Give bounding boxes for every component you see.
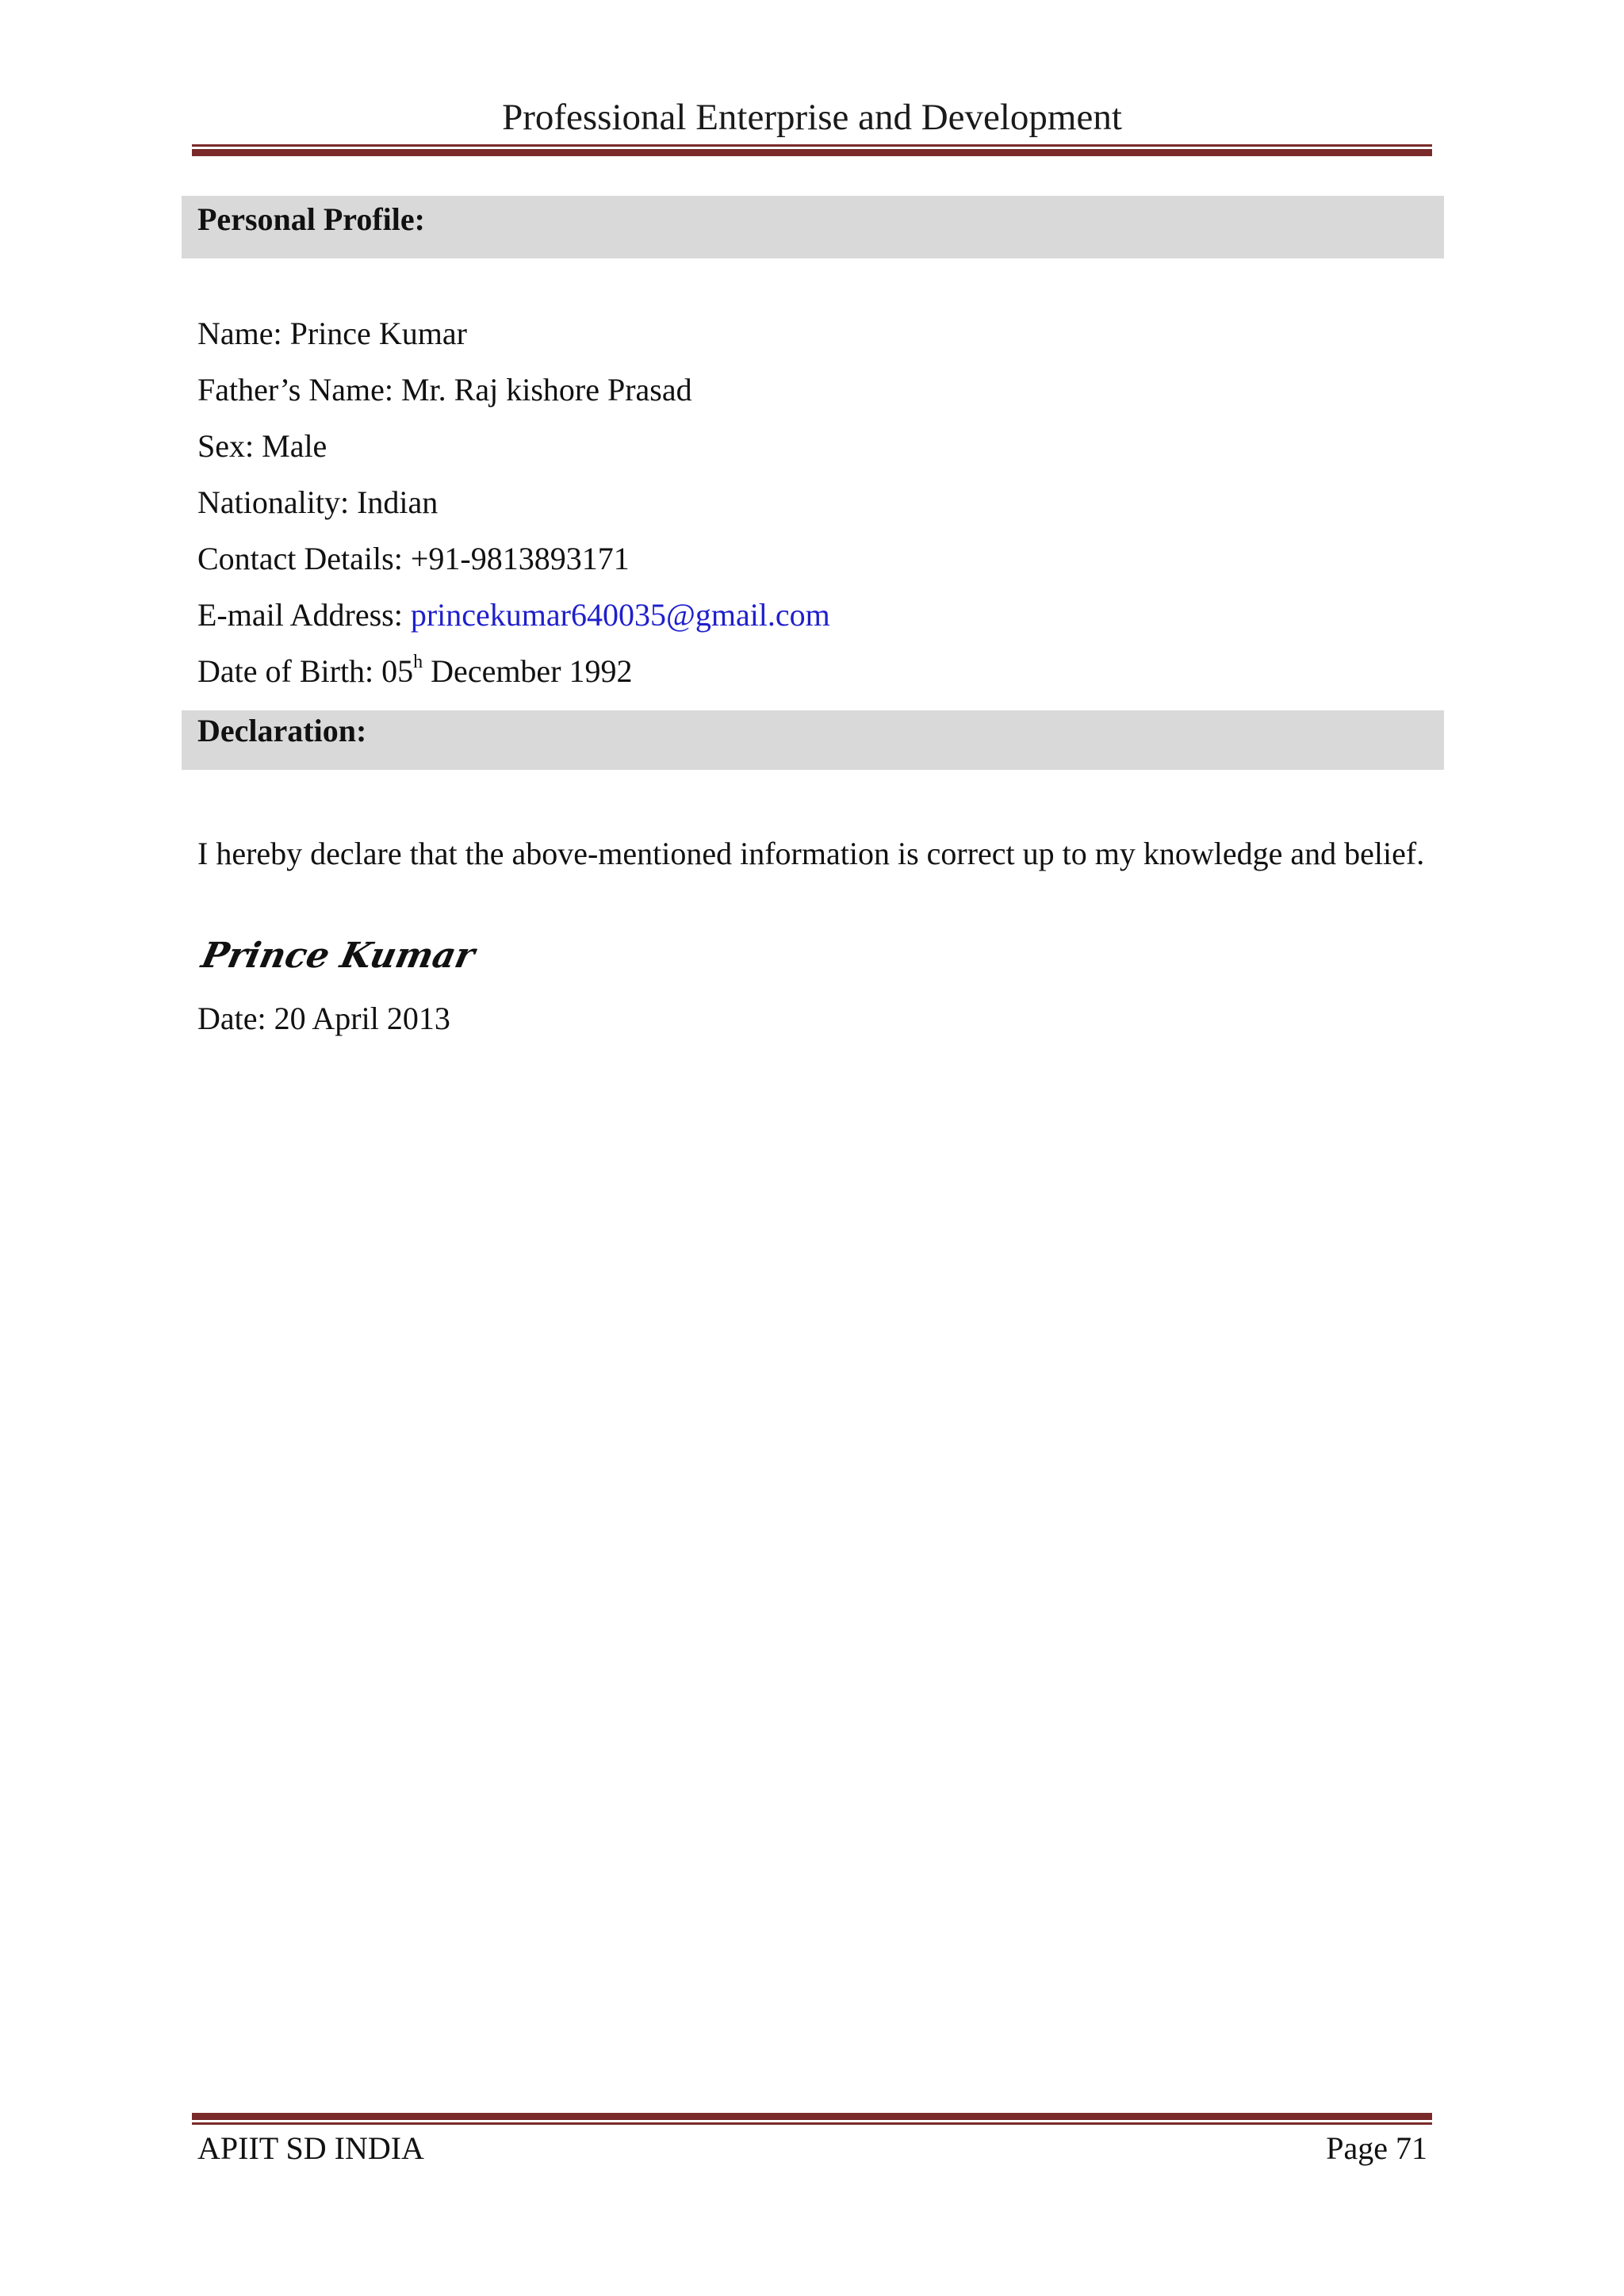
name-value: Prince Kumar	[289, 316, 467, 351]
header-rule	[192, 144, 1432, 156]
name-field	[197, 314, 467, 354]
sex-label: Sex:	[197, 428, 255, 464]
declaration-date	[197, 999, 450, 1039]
email-label: E-mail Address:	[197, 597, 403, 633]
nationality-field	[197, 483, 438, 522]
date-value: 20 April 2013	[274, 1001, 450, 1036]
footer-organization: APIIT SD INDIA	[197, 2130, 424, 2166]
personal-profile-heading: Personal Profile:	[182, 196, 1444, 258]
dob-month-year: December 1992	[431, 653, 633, 689]
footer-rule	[192, 2113, 1432, 2125]
father-name-field	[197, 370, 692, 410]
father-name-label: Father’s Name:	[197, 372, 393, 408]
dob-field	[197, 652, 633, 691]
declaration-heading: Declaration:	[182, 710, 1444, 770]
sex-value: Male	[262, 428, 327, 464]
nationality-value: Indian	[357, 484, 439, 520]
name-label: Name:	[197, 316, 282, 351]
dob-label: Date of Birth:	[197, 653, 374, 689]
contact-value: +91-9813893171	[410, 541, 630, 576]
contact-field	[197, 539, 630, 579]
declaration-text: I hereby declare that the above-mentioned information is correct up to my knowledge and belief.	[197, 836, 1425, 871]
signature: Prince Kumar	[197, 936, 479, 976]
dob-suffix: h	[413, 652, 423, 672]
father-name-value: Mr. Raj kishore Prasad	[400, 372, 692, 408]
dob-day: 05	[381, 653, 414, 689]
email-field	[197, 595, 830, 635]
date-label: Date:	[197, 1001, 266, 1036]
page-header-title: Professional Enterprise and Development	[502, 97, 1122, 138]
sex-field	[197, 427, 327, 466]
nationality-label: Nationality:	[197, 484, 350, 520]
footer-page-number: Page 71	[1326, 2130, 1427, 2166]
contact-label: Contact Details:	[197, 541, 403, 576]
email-link[interactable]: princekumar640035@gmail.com	[410, 597, 830, 633]
